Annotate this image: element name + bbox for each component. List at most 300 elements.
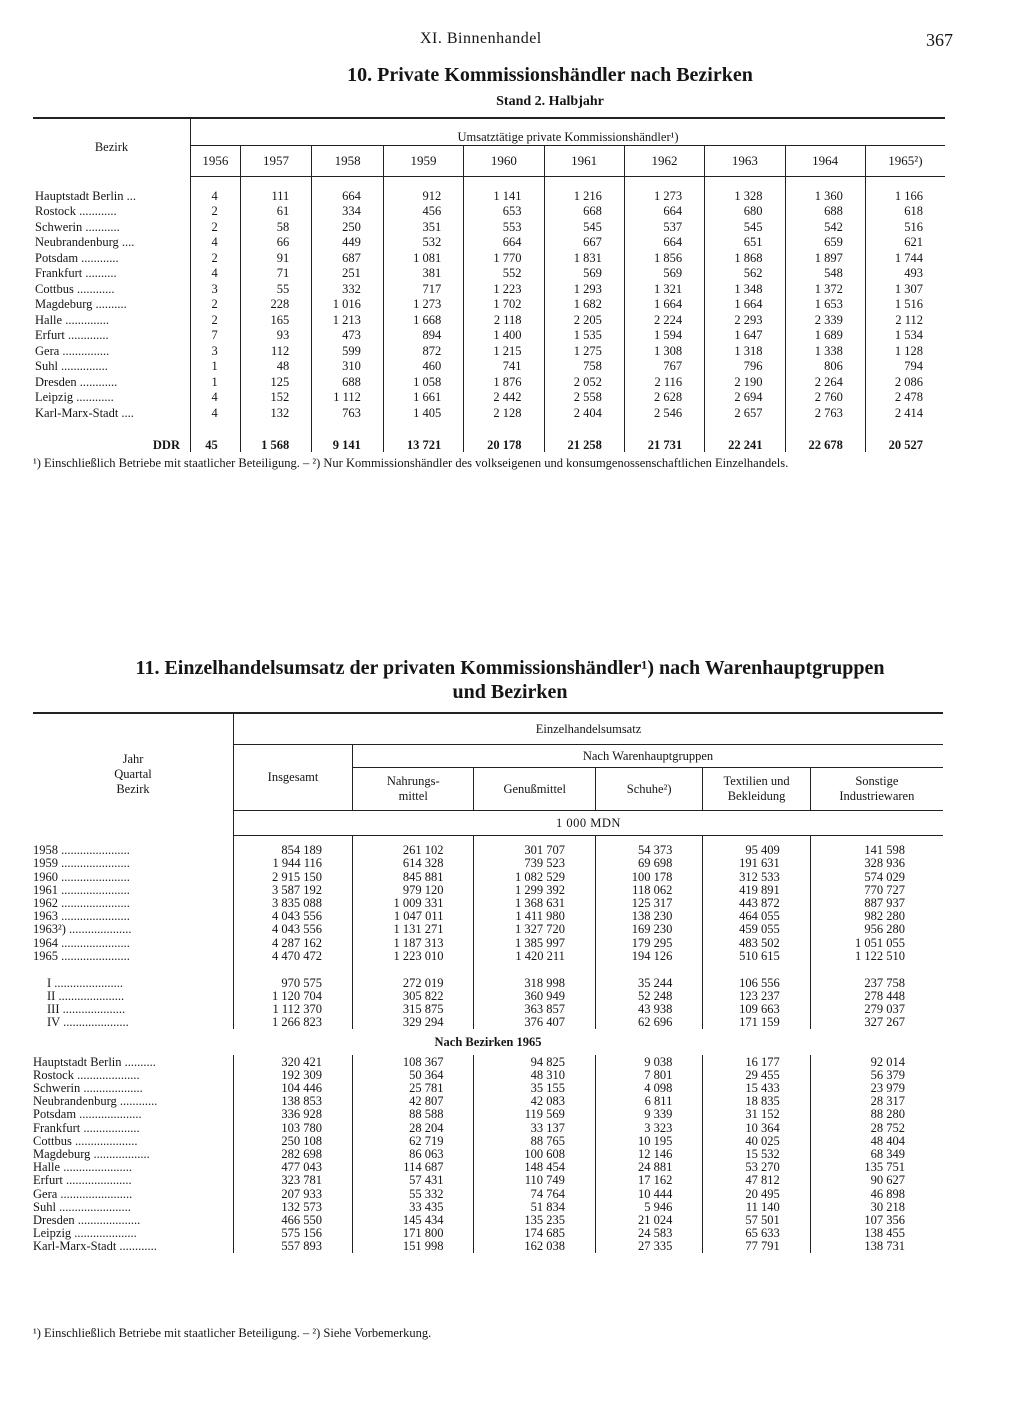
table-cell: 363 857 [474, 1003, 595, 1016]
district-name: Dresden ............ [33, 373, 191, 389]
table-cell: 2 [191, 249, 241, 265]
row-label: 1964 ...................... [33, 936, 234, 949]
table-cell: 57 431 [353, 1174, 474, 1187]
table-cell: 50 364 [353, 1069, 474, 1082]
table2-column-header-line: Sonstige [855, 774, 899, 788]
table-cell: 68 349 [870, 1146, 905, 1161]
table2-column-header-line: Schuhe²) [626, 781, 672, 796]
table-cell: 2 [191, 203, 241, 219]
table-cell: 318 998 [474, 963, 595, 990]
row-label: Erfurt ..................... [33, 1174, 234, 1187]
table-cell: 30 218 [870, 1199, 905, 1214]
table-cell: 806 [785, 358, 865, 374]
table-row [33, 373, 945, 389]
table-cell: 1 411 980 [474, 910, 595, 923]
table-cell: 2 190 [705, 373, 785, 389]
row-label: Cottbus .................... [33, 1135, 234, 1148]
table-cell: 179 295 [595, 936, 702, 949]
table-row [33, 923, 943, 936]
table-cell: 2 086 [894, 374, 923, 389]
table1-year-header: 1965²) [865, 146, 945, 177]
table-cell: 1 273 [624, 177, 704, 203]
table-cell: 4 [191, 404, 241, 420]
table-cell: 2 293 [705, 311, 785, 327]
table1-year-header: 1964 [785, 146, 865, 177]
table-cell: 1 318 [705, 342, 785, 358]
table-cell: 162 038 [474, 1240, 595, 1253]
total-cell: 45 [191, 420, 241, 452]
table-cell: 1 348 [705, 280, 785, 296]
table2-title-line2: und Bezirken [452, 681, 568, 703]
table-cell: 664 [464, 234, 544, 250]
table-cell: 1 131 271 [353, 923, 474, 936]
table-cell: 2 404 [544, 404, 624, 420]
table-row [33, 1187, 943, 1200]
table2-total-header: Insgesamt [234, 745, 353, 811]
table-cell: 20 495 [703, 1187, 810, 1200]
table-row [33, 265, 945, 281]
table-cell: 110 749 [474, 1174, 595, 1187]
row-label: 1961 ...................... [33, 884, 234, 897]
table-cell: 18 835 [703, 1095, 810, 1108]
table-cell: 464 055 [703, 910, 810, 923]
total-cell: 20 178 [464, 420, 544, 452]
total-cell: 21 258 [544, 420, 624, 452]
row-label: Karl-Marx-Stadt ............ [33, 1240, 234, 1253]
table-cell: 770 727 [864, 882, 905, 897]
table-cell: 739 523 [474, 857, 595, 870]
table-cell: 473 [312, 327, 384, 343]
table2-column-header [703, 768, 810, 811]
table-row [33, 1240, 943, 1253]
table-row [33, 950, 943, 963]
table-cell: 125 317 [595, 897, 702, 910]
table-cell: 1 405 [383, 404, 463, 420]
table-cell: 460 [383, 358, 463, 374]
table-cell: 763 [312, 404, 384, 420]
table-cell: 2 224 [624, 311, 704, 327]
table-cell: 1 876 [464, 373, 544, 389]
table-cell: 459 055 [703, 923, 810, 936]
table-cell: 15 532 [703, 1148, 810, 1161]
table2-column-header [353, 768, 474, 811]
table-row [33, 1174, 943, 1187]
table-cell: 845 881 [353, 870, 474, 883]
table-cell: 1 668 [383, 311, 463, 327]
table-cell: 1 897 [785, 249, 865, 265]
table-cell: 7 801 [595, 1069, 702, 1082]
district-name: Potsdam ............ [33, 249, 191, 265]
table-cell: 4 043 556 [234, 923, 353, 936]
table-cell: 88 588 [353, 1108, 474, 1121]
table-cell: 100 608 [474, 1148, 595, 1161]
table-cell: 1 338 [785, 342, 865, 358]
table-cell: 360 949 [474, 990, 595, 1003]
table2-einzelhandelsumsatz [33, 712, 943, 1253]
table-cell: 95 409 [703, 836, 810, 858]
table-cell: 21 024 [595, 1214, 702, 1227]
table-cell: 2 442 [464, 389, 544, 405]
table-cell: 1 682 [544, 296, 624, 312]
table-cell: 1 213 [312, 311, 384, 327]
table-row [33, 327, 945, 343]
table-cell: 6 811 [595, 1095, 702, 1108]
districts-subheader: Nach Bezirken 1965 [434, 1034, 542, 1049]
table-cell: 194 126 [595, 950, 702, 963]
table-cell: 3 [191, 280, 241, 296]
table-cell: 542 [785, 218, 865, 234]
table-cell: 28 317 [870, 1094, 905, 1109]
table-cell: 1 744 [894, 250, 923, 265]
table-cell: 17 162 [595, 1174, 702, 1187]
table-cell: 1 321 [624, 280, 704, 296]
table-cell: 312 533 [703, 870, 810, 883]
table-cell: 5 946 [595, 1201, 702, 1214]
table-row [33, 234, 945, 250]
table-row [33, 1016, 943, 1029]
table-cell: 1 831 [544, 249, 624, 265]
table-cell: 2 128 [464, 404, 544, 420]
total-cell: 9 141 [312, 420, 384, 452]
table-cell: 887 937 [864, 895, 905, 910]
table-cell: 1 702 [464, 296, 544, 312]
table-cell: 109 663 [703, 1003, 810, 1016]
table-row [33, 1069, 943, 1082]
table-cell: 279 037 [864, 1002, 905, 1017]
table-cell: 27 335 [595, 1240, 702, 1253]
table-cell: 664 [312, 177, 384, 203]
table-cell: 449 [312, 234, 384, 250]
table-cell: 1 047 011 [353, 910, 474, 923]
table-cell: 1 016 [312, 296, 384, 312]
table-cell: 171 159 [703, 1016, 810, 1029]
table-cell: 104 446 [234, 1082, 353, 1095]
row-label: 1959 ...................... [33, 857, 234, 870]
table-cell: 667 [544, 234, 624, 250]
table-cell: 872 [383, 342, 463, 358]
row-label: Suhl ....................... [33, 1201, 234, 1214]
table-cell: 2 [191, 296, 241, 312]
table-cell: 553 [464, 218, 544, 234]
table-cell: 1 856 [624, 249, 704, 265]
table-cell: 138 731 [864, 1239, 905, 1254]
total-label: DDR [33, 420, 191, 452]
district-name: Frankfurt .......... [33, 265, 191, 281]
table-cell: 152 [240, 389, 312, 405]
table-cell: 1 112 370 [234, 1003, 353, 1016]
table-cell: 659 [785, 234, 865, 250]
table-row [33, 990, 943, 1003]
table-cell: 16 177 [703, 1055, 810, 1068]
table-cell: 103 780 [234, 1121, 353, 1134]
table-cell: 310 [312, 358, 384, 374]
row-label: 1962 ...................... [33, 897, 234, 910]
row-label: Neubrandenburg ............ [33, 1095, 234, 1108]
table-cell: 381 [383, 265, 463, 281]
table-cell: 2 760 [785, 389, 865, 405]
table-cell: 106 556 [703, 963, 810, 990]
table-cell: 2 558 [544, 389, 624, 405]
table-row [33, 1148, 943, 1161]
row-label: Magdeburg .................. [33, 1148, 234, 1161]
table-cell: 1 647 [705, 327, 785, 343]
table-cell: 35 244 [595, 963, 702, 990]
table-cell: 51 834 [474, 1201, 595, 1214]
table-cell: 12 146 [595, 1148, 702, 1161]
table-cell: 328 936 [864, 856, 905, 871]
table-cell: 1 664 [705, 296, 785, 312]
table-cell: 1 120 704 [234, 990, 353, 1003]
table-cell: 1 770 [464, 249, 544, 265]
table-cell: 77 791 [703, 1240, 810, 1253]
table-cell: 28 752 [870, 1120, 905, 1135]
table-row [33, 249, 945, 265]
table-cell: 278 448 [864, 989, 905, 1004]
table-cell: 4 098 [595, 1082, 702, 1095]
table-cell: 23 979 [870, 1081, 905, 1095]
row-label: I ...................... [33, 963, 234, 990]
table-cell: 42 083 [474, 1095, 595, 1108]
table-cell: 854 189 [234, 836, 353, 858]
table-cell: 2 [191, 311, 241, 327]
table-cell: 108 367 [353, 1055, 474, 1068]
table-cell: 10 444 [595, 1187, 702, 1200]
table-cell: 767 [624, 358, 704, 374]
table-cell: 2 478 [894, 390, 923, 404]
table-cell: 664 [624, 234, 704, 250]
table-cell: 2 116 [624, 373, 704, 389]
table-cell: 1 [191, 358, 241, 374]
table-cell: 618 [904, 204, 923, 218]
table-cell: 3 323 [595, 1121, 702, 1134]
table-cell: 323 781 [234, 1174, 353, 1187]
table-cell: 10 195 [595, 1135, 702, 1148]
table-cell: 33 435 [353, 1201, 474, 1214]
table-cell: 119 569 [474, 1108, 595, 1121]
table-cell: 1 400 [464, 327, 544, 343]
total-cell: 21 731 [624, 420, 704, 452]
table-cell: 1 372 [785, 280, 865, 296]
table-row [33, 218, 945, 234]
table-cell: 3 835 088 [234, 897, 353, 910]
table2-unit: 1 000 MDN [234, 811, 944, 836]
table-cell: 123 237 [703, 990, 810, 1003]
table2-title [80, 656, 940, 704]
table-cell: 191 631 [703, 857, 810, 870]
table-cell: 174 685 [474, 1227, 595, 1240]
district-name: Magdeburg .......... [33, 296, 191, 312]
row-label: Hauptstadt Berlin .......... [33, 1055, 234, 1068]
table-cell: 621 [904, 235, 923, 249]
table-row [33, 1121, 943, 1134]
table-cell: 2 414 [894, 405, 923, 420]
table-cell: 141 598 [864, 843, 905, 858]
table-cell: 28 204 [353, 1121, 474, 1134]
table-cell: 982 280 [864, 909, 905, 924]
table2-column-header-line: Nahrungs- [386, 774, 440, 788]
section-heading: XI. Binnenhandel [420, 30, 542, 47]
table-row [33, 1214, 943, 1227]
table2-column-header [810, 768, 943, 811]
table-cell: 88 280 [870, 1107, 905, 1122]
table-cell: 86 063 [353, 1148, 474, 1161]
row-label: Leipzig .................... [33, 1227, 234, 1240]
table2-column-header [474, 768, 595, 811]
table-cell: 1 058 [383, 373, 463, 389]
table-cell: 261 102 [353, 836, 474, 858]
table-cell: 545 [544, 218, 624, 234]
table-cell: 2 205 [544, 311, 624, 327]
table-cell: 71 [240, 265, 312, 281]
table-cell: 1 009 331 [353, 897, 474, 910]
table-cell: 1 653 [785, 296, 865, 312]
table-cell: 62 719 [353, 1135, 474, 1148]
table-cell: 56 379 [870, 1067, 905, 1082]
table-cell: 138 853 [234, 1095, 353, 1108]
table2-group-header: Einzelhandelsumsatz [234, 713, 944, 745]
table-cell: 2 694 [705, 389, 785, 405]
table-cell: 9 339 [595, 1108, 702, 1121]
row-label: 1960 ...................... [33, 870, 234, 883]
row-label: Schwerin ................... [33, 1082, 234, 1095]
table-cell: 599 [312, 342, 384, 358]
table-row [33, 358, 945, 374]
table1-subtitle: Stand 2. Halbjahr [496, 94, 604, 109]
table-cell: 301 707 [474, 836, 595, 858]
table-cell: 2 915 150 [234, 870, 353, 883]
table2-row-header-jahr: Jahr [122, 752, 144, 767]
row-label: Halle ...................... [33, 1161, 234, 1174]
table-cell: 1 385 997 [474, 936, 595, 949]
table-cell: 688 [785, 203, 865, 219]
table2-title-line1: 11. Einzelhandelsumsatz der privaten Kommissionshändler¹) nach Warenhauptgruppen [135, 657, 885, 679]
table-cell: 443 872 [703, 897, 810, 910]
table-cell: 741 [464, 358, 544, 374]
table-row [33, 836, 943, 858]
table-cell: 1 128 [894, 343, 923, 358]
table-cell: 979 120 [353, 884, 474, 897]
table-row [33, 177, 945, 203]
table2-row-header [33, 713, 234, 836]
table-cell: 1 166 [894, 188, 923, 203]
table-cell: 796 [705, 358, 785, 374]
table-cell: 894 [383, 327, 463, 343]
table1-year-header: 1957 [240, 146, 312, 177]
table1-year-header: 1962 [624, 146, 704, 177]
table-cell: 4 287 162 [234, 936, 353, 949]
table-row [33, 1095, 943, 1108]
table-cell: 1 664 [624, 296, 704, 312]
table-cell: 668 [544, 203, 624, 219]
table-cell: 1 275 [544, 342, 624, 358]
table-cell: 1 368 631 [474, 897, 595, 910]
table-cell: 717 [383, 280, 463, 296]
table1-year-header: 1959 [383, 146, 463, 177]
table2-column-header-line: Industriewaren [839, 789, 915, 803]
table-cell: 111 [240, 177, 312, 203]
table-cell: 54 373 [595, 836, 702, 858]
table-cell: 4 [191, 389, 241, 405]
table-cell: 90 627 [870, 1173, 905, 1188]
table-cell: 2 339 [785, 311, 865, 327]
table-cell: 336 928 [234, 1108, 353, 1121]
district-name: Neubrandenburg .... [33, 234, 191, 250]
table-cell: 1 535 [544, 327, 624, 343]
row-label: III .................... [33, 1003, 234, 1016]
total-cell: 20 527 [888, 437, 923, 452]
table-cell: 1 327 720 [474, 923, 595, 936]
table-cell: 516 [904, 219, 923, 234]
districts-subheader-row [33, 1029, 943, 1055]
table-row [33, 404, 945, 420]
table-cell: 477 043 [234, 1161, 353, 1174]
table-row [33, 1161, 943, 1174]
table-cell: 1 081 [383, 249, 463, 265]
table2-column-header-line: Bekleidung [727, 789, 786, 803]
table-cell: 562 [705, 265, 785, 281]
table-row [33, 1201, 943, 1214]
table-cell: 1 328 [705, 177, 785, 203]
table-cell: 552 [464, 265, 544, 281]
table-cell: 57 501 [703, 1214, 810, 1227]
table-cell: 74 764 [474, 1187, 595, 1200]
table-row [33, 870, 943, 883]
table-cell: 1 299 392 [474, 884, 595, 897]
table-cell: 132 [240, 404, 312, 420]
table-cell: 48 404 [870, 1133, 905, 1148]
table-cell: 48 [240, 358, 312, 374]
table-cell: 4 [191, 234, 241, 250]
table-cell: 2 112 [895, 312, 923, 327]
row-label: Rostock .................... [33, 1069, 234, 1082]
table-cell: 53 270 [703, 1161, 810, 1174]
table-row [33, 296, 945, 312]
table-cell: 94 825 [474, 1055, 595, 1068]
table-cell: 47 812 [703, 1174, 810, 1187]
table-cell: 282 698 [234, 1148, 353, 1161]
table-cell: 1 216 [544, 177, 624, 203]
table-cell: 25 781 [353, 1082, 474, 1095]
table-cell: 114 687 [353, 1161, 474, 1174]
table-cell: 3 [191, 342, 241, 358]
table-cell: 305 822 [353, 990, 474, 1003]
table-row [33, 884, 943, 897]
table1-group-header: Umsatztätige private Kommissionshändler¹) [191, 118, 946, 146]
table-cell: 1 122 510 [855, 948, 905, 963]
table-cell: 970 575 [234, 963, 353, 990]
table-cell: 1 293 [544, 280, 624, 296]
table-cell: 61 [240, 203, 312, 219]
table-row [33, 857, 943, 870]
table-cell: 794 [904, 359, 923, 373]
table2-column-header-line: Genußmittel [503, 781, 566, 796]
table-row [33, 311, 945, 327]
table-cell: 24 583 [595, 1227, 702, 1240]
table1-year-header: 1963 [705, 146, 785, 177]
table-cell: 250 108 [234, 1135, 353, 1148]
table-cell: 1 307 [894, 281, 923, 296]
row-label: 1963 ...................... [33, 910, 234, 923]
table-cell: 55 332 [353, 1187, 474, 1200]
table-cell: 320 421 [234, 1055, 353, 1068]
table-cell: 7 [191, 327, 241, 343]
table-cell: 2 264 [785, 373, 865, 389]
table-cell: 419 891 [703, 884, 810, 897]
table-cell: 1 [191, 373, 241, 389]
table-cell: 557 893 [234, 1240, 353, 1253]
table-cell: 2 118 [464, 311, 544, 327]
table-cell: 912 [383, 177, 463, 203]
